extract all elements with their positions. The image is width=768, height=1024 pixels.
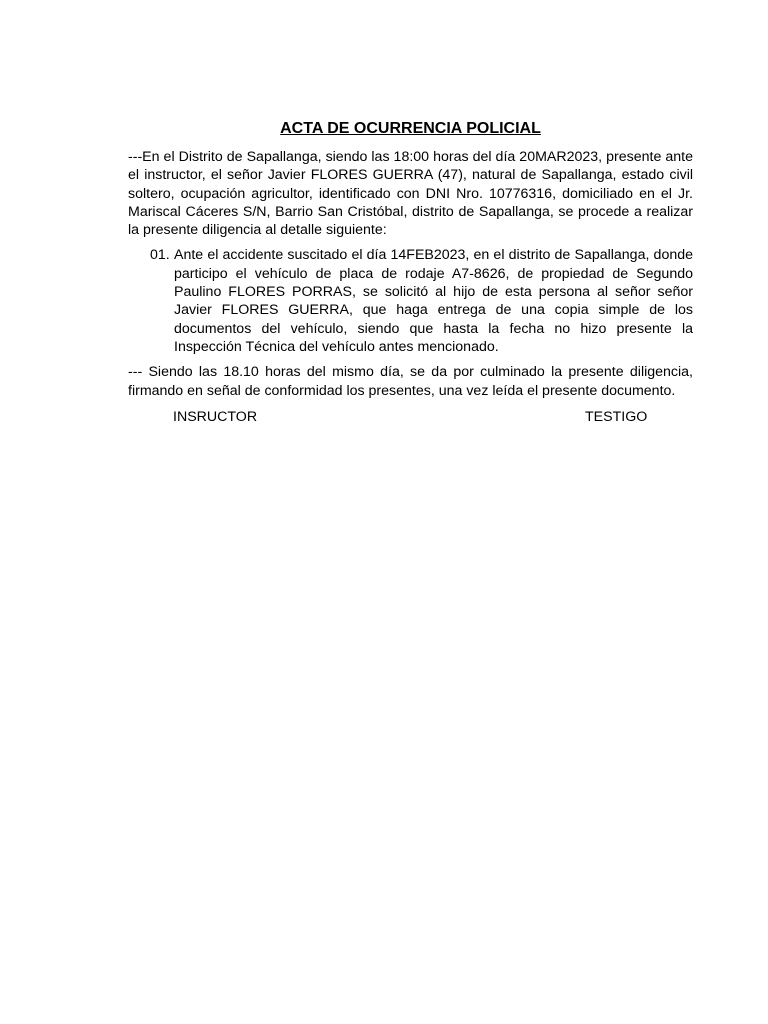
signature-block <box>128 408 693 428</box>
closing-paragraph: --- Siendo las 18.10 horas del mismo día, se da por culminado la presente diligencia, firmando en señal de conformidad los presentes, una vez leída el presente documento. <box>128 364 693 399</box>
document-page <box>128 118 693 428</box>
signature-witness-label: TESTIGO <box>585 408 648 425</box>
detail-list <box>128 246 693 356</box>
list-item <box>128 246 693 356</box>
document-title: ACTA DE OCURRENCIA POLICIAL <box>280 120 541 137</box>
intro-paragraph: ---En el Distrito de Sapallanga, siendo las 18:00 horas del día 20MAR2023, presente ante el instructor, el señor Javier FLORES GUERRA (47), natural de Sapallanga, estado civil soltero, ocupación agricultor, identificado con DNI Nro. 10776316, domiciliado en el Jr. Mariscal Cáceres S/N, Barrio San Cristóbal, distrito de Sapallanga, se procede a realizar la presente diligencia al detalle siguiente: <box>128 149 693 239</box>
list-item-text: Ante el accidente suscitado el día 14FEB2023, en el distrito de Sapallanga, donde participo el vehículo de placa de rodaje A7-8626, de propiedad de Segundo Paulino FLORES PORRAS, se solicitó al hijo de esta persona al señor señor Javier FLORES GUERRA, que haga entrega de una copia simple de los documentos del vehículo, siendo que hasta la fecha no hizo presente la Inspección Técnica del vehículo antes mencionado. <box>174 247 693 355</box>
signature-instructor-label: INSRUCTOR <box>173 408 258 425</box>
list-item-number: 01. <box>150 247 170 264</box>
